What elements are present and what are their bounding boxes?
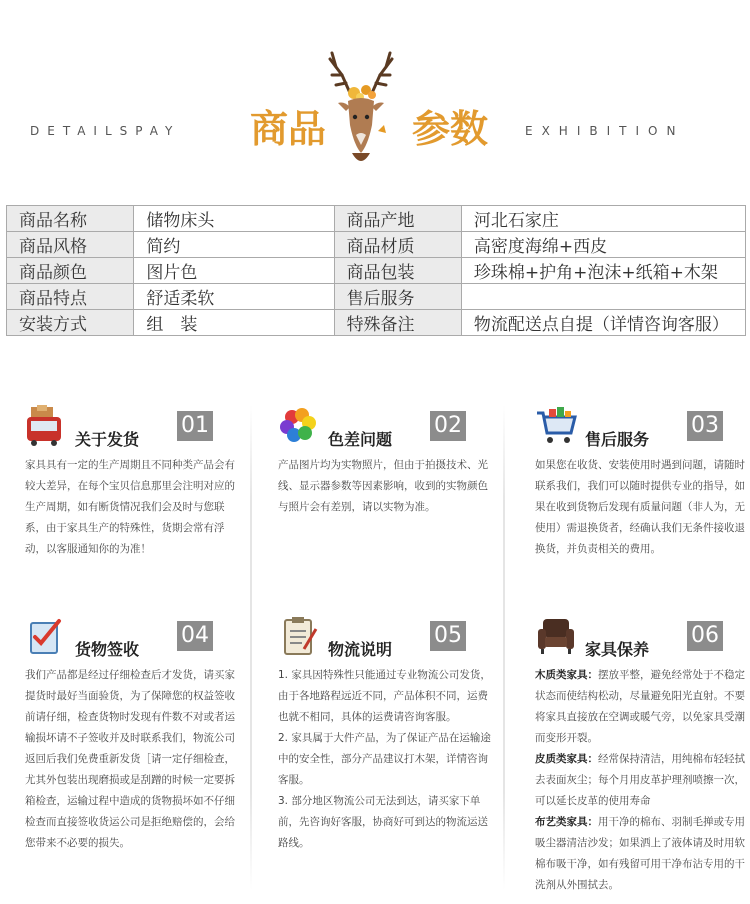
info-card-aftersales	[535, 405, 750, 595]
card-number: 06	[687, 621, 723, 651]
param-label: 商品产地	[334, 206, 461, 232]
shopping-cart-icon	[535, 405, 577, 447]
param-value: 组 装	[134, 310, 334, 336]
list-item: 3. 部分地区物流公司无法到达，请买家下单前，先咨询好客服，协商好可到达的物流运送路线。	[278, 795, 488, 849]
armchair-icon	[535, 615, 577, 657]
table-row	[7, 310, 746, 336]
info-card-shipping	[25, 405, 253, 595]
care-text: 摆放平整，避免经常处于不稳定状态而使结构松动，尽量避免阳光直射。不要将家具直接放在空调或暖气旁，以免家具受潮而变形开裂。	[535, 669, 745, 744]
card-body: 家具具有一定的生产周期且不同种类产品会有较大差异，在每个宝贝信息那里会注明对应的生产周期，如有断货情况我们会及时与您联系，由于家具生产的特殊性，货期会常有浮动，以客服通知你的为准！	[25, 459, 235, 555]
clipboard-icon	[278, 615, 320, 657]
card-title: 家具保养	[585, 640, 650, 659]
info-card-logistics	[278, 615, 506, 895]
params-table	[6, 205, 746, 336]
param-label: 商品名称	[7, 206, 134, 232]
param-label: 商品包装	[334, 258, 461, 284]
param-label: 售后服务	[334, 284, 461, 310]
deer-logo-icon	[312, 45, 410, 170]
param-value: 舒适柔软	[134, 284, 334, 310]
info-card-signing	[25, 615, 253, 895]
care-label: 木质类家具：	[535, 669, 598, 681]
param-value: 图片色	[134, 258, 334, 284]
card-title: 物流说明	[328, 640, 393, 659]
card-body	[278, 665, 496, 854]
list-item: 2. 家具属于大件产品，为了保证产品在运输途中的安全性，部分产品建议打木架，详情咨询客服。	[278, 732, 491, 786]
param-label: 商品特点	[7, 284, 134, 310]
table-row	[7, 232, 746, 258]
card-number: 05	[430, 621, 466, 651]
care-label: 布艺类家具：	[535, 816, 598, 828]
card-body	[535, 665, 750, 896]
deco-text-right: EXHIBITION	[525, 124, 685, 138]
card-number: 02	[430, 411, 466, 441]
param-value	[461, 284, 745, 310]
card-number: 04	[177, 621, 213, 651]
param-label: 安装方式	[7, 310, 134, 336]
param-label: 商品材质	[334, 232, 461, 258]
card-title: 售后服务	[585, 430, 650, 449]
care-section	[535, 749, 750, 812]
card-body: 如果您在收货、安装使用时遇到问题，请随时联系我们，我们可以随时提供专业的指导，如果在收到货物后发现有质量问题（非人为，无使用）需退换货者，经确认我们无条件接收退换货，并负责相关的费用。	[535, 459, 745, 555]
deco-text-left: DETAILSPAY	[30, 124, 181, 138]
list-item: 1. 家具因特殊性只能通过专业物流公司发货，由于各地路程远近不同，产品体积不同，运费也就不相同，具体的运费请咨询客服。	[278, 669, 491, 723]
card-body: 产品图片均为实物照片，但由于拍摄技术、光线、显示器参数等因素影响，收到的实物颜色与照片会有差别，请以实物为准。	[278, 459, 488, 513]
card-title: 色差问题	[328, 430, 393, 449]
table-row	[7, 284, 746, 310]
param-value: 珍珠棉+护角+泡沫+纸箱+木架	[461, 258, 745, 284]
care-section	[535, 665, 750, 749]
checklist-icon	[25, 615, 67, 657]
truck-icon	[25, 405, 67, 447]
param-label: 特殊备注	[334, 310, 461, 336]
card-body: 我们产品都是经过仔细检查后才发货，请买家提货时最好当面验货，为了保障您的权益签收前请仔细，检查货物时发现有件数不对或者运输损坏请不子签收并及时联系我们，物流公司返回后我们免费重新发货［请一定仔细检查，尤其外包装出现磨损或是刮蹭的时候一定要拆箱检查，运输过程中造成的货物损坏如不仔细检查而直接签收货运公司是拒绝赔偿的，会给您带来不必要的损失。	[25, 669, 235, 849]
care-section	[535, 812, 750, 896]
title-right: 参数	[412, 107, 489, 151]
color-palette-icon	[278, 405, 320, 447]
card-number: 03	[687, 411, 723, 441]
card-number: 01	[177, 411, 213, 441]
care-label: 皮质类家具：	[535, 753, 598, 765]
page-header	[0, 0, 750, 195]
card-title: 关于发货	[75, 430, 140, 449]
table-row	[7, 258, 746, 284]
param-value: 河北石家庄	[461, 206, 745, 232]
param-value: 储物床头	[134, 206, 334, 232]
care-text: 用干净的棉布、羽制毛掸或专用吸尘器清洁沙发；如果洒上了液体请及时用软棉布吸干净，如有残留可用干净布沾专用的干洗剂从外围拭去。	[535, 816, 745, 891]
title-left: 商品	[250, 107, 327, 151]
info-card-color	[278, 405, 506, 595]
param-value: 简约	[134, 232, 334, 258]
param-value: 高密度海绵+西皮	[461, 232, 745, 258]
param-value: 物流配送点自提（详情咨询客服）	[461, 310, 745, 336]
param-label: 商品颜色	[7, 258, 134, 284]
param-label: 商品风格	[7, 232, 134, 258]
info-card-maintenance	[535, 615, 750, 895]
table-row	[7, 206, 746, 232]
card-title: 货物签收	[75, 640, 140, 659]
care-text: 经常保持清洁，用纯棉布轻轻拭去表面灰尘；每个月用皮革护理剂喷擦一次，可以延长皮革的使用寿命	[535, 753, 745, 807]
